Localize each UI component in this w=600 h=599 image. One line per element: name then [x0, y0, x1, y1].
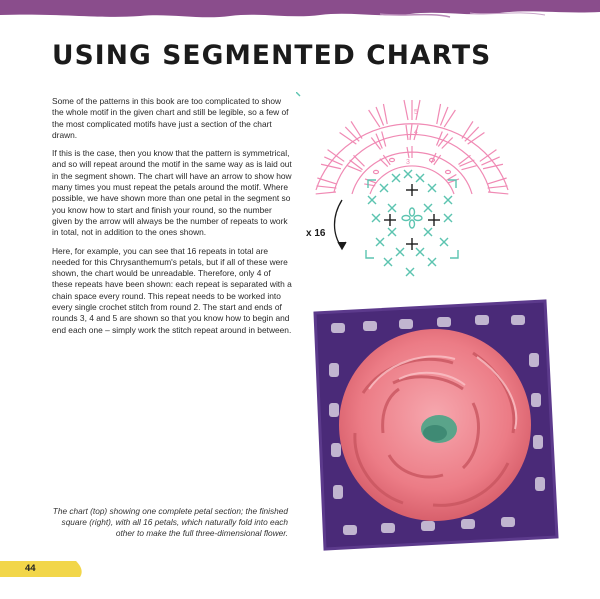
center-stitches — [296, 92, 458, 276]
photo-caption: The chart (top) showing one complete petal section; the finished square (right), with all 16 petals, which naturally fold into each other to make the full three-dimensional flower. — [52, 506, 288, 538]
crochet-square-photo — [303, 293, 565, 555]
page-title: USING SEGMENTED CHARTS — [52, 40, 492, 71]
page-number-tab — [0, 561, 84, 577]
paragraph-2: If this is the case, then you know that the pattern is symmetrical, and so will repeat around the motif in the same way as is laid out in the segment shown. The chart will have an arrow to show how many times you must repeat the petals around the motif. Where possible, we have shown more than one petal in the segment so you know how to start and finish your round, so the number given by the arrow will always be the number of repeats to work in total, not in addition to the ones shown. — [52, 148, 292, 238]
accent-stitches — [384, 184, 440, 250]
flower — [339, 329, 531, 521]
repeat-count-label: x 16 — [306, 228, 326, 239]
segmented-chart — [296, 92, 528, 288]
paragraph-1: Some of the patterns in this book are too complicated to show the whole motif in the given chart and still be legible, so a few of the most complicated motifs have just a section of the chart drawn. — [52, 96, 289, 140]
page-number: 44 — [25, 563, 36, 574]
petal-stitches — [316, 100, 509, 196]
curved-arrow-icon — [335, 200, 347, 249]
round-label-3: 3 — [406, 159, 410, 166]
round-label-5: 5 — [414, 109, 418, 116]
body-text — [52, 96, 292, 343]
round-label-4: 4 — [414, 129, 418, 136]
paragraph-3: Here, for example, you can see that 16 repeats in total are needed for this Chrysanthemum's petals, but if all of these were shown, the chart would be unreadable. Therefore, only 4 of these repeats have been shown: each repeat is separated with a chain space every round. This repeat needs to be worked into every single crochet stitch from round 2. The start and ends of rounds 3, 4 and 5 are shown so that you know how to begin and end each one – simply work the stitch repeat around in between. — [52, 245, 292, 335]
top-brush-band — [0, 0, 600, 22]
